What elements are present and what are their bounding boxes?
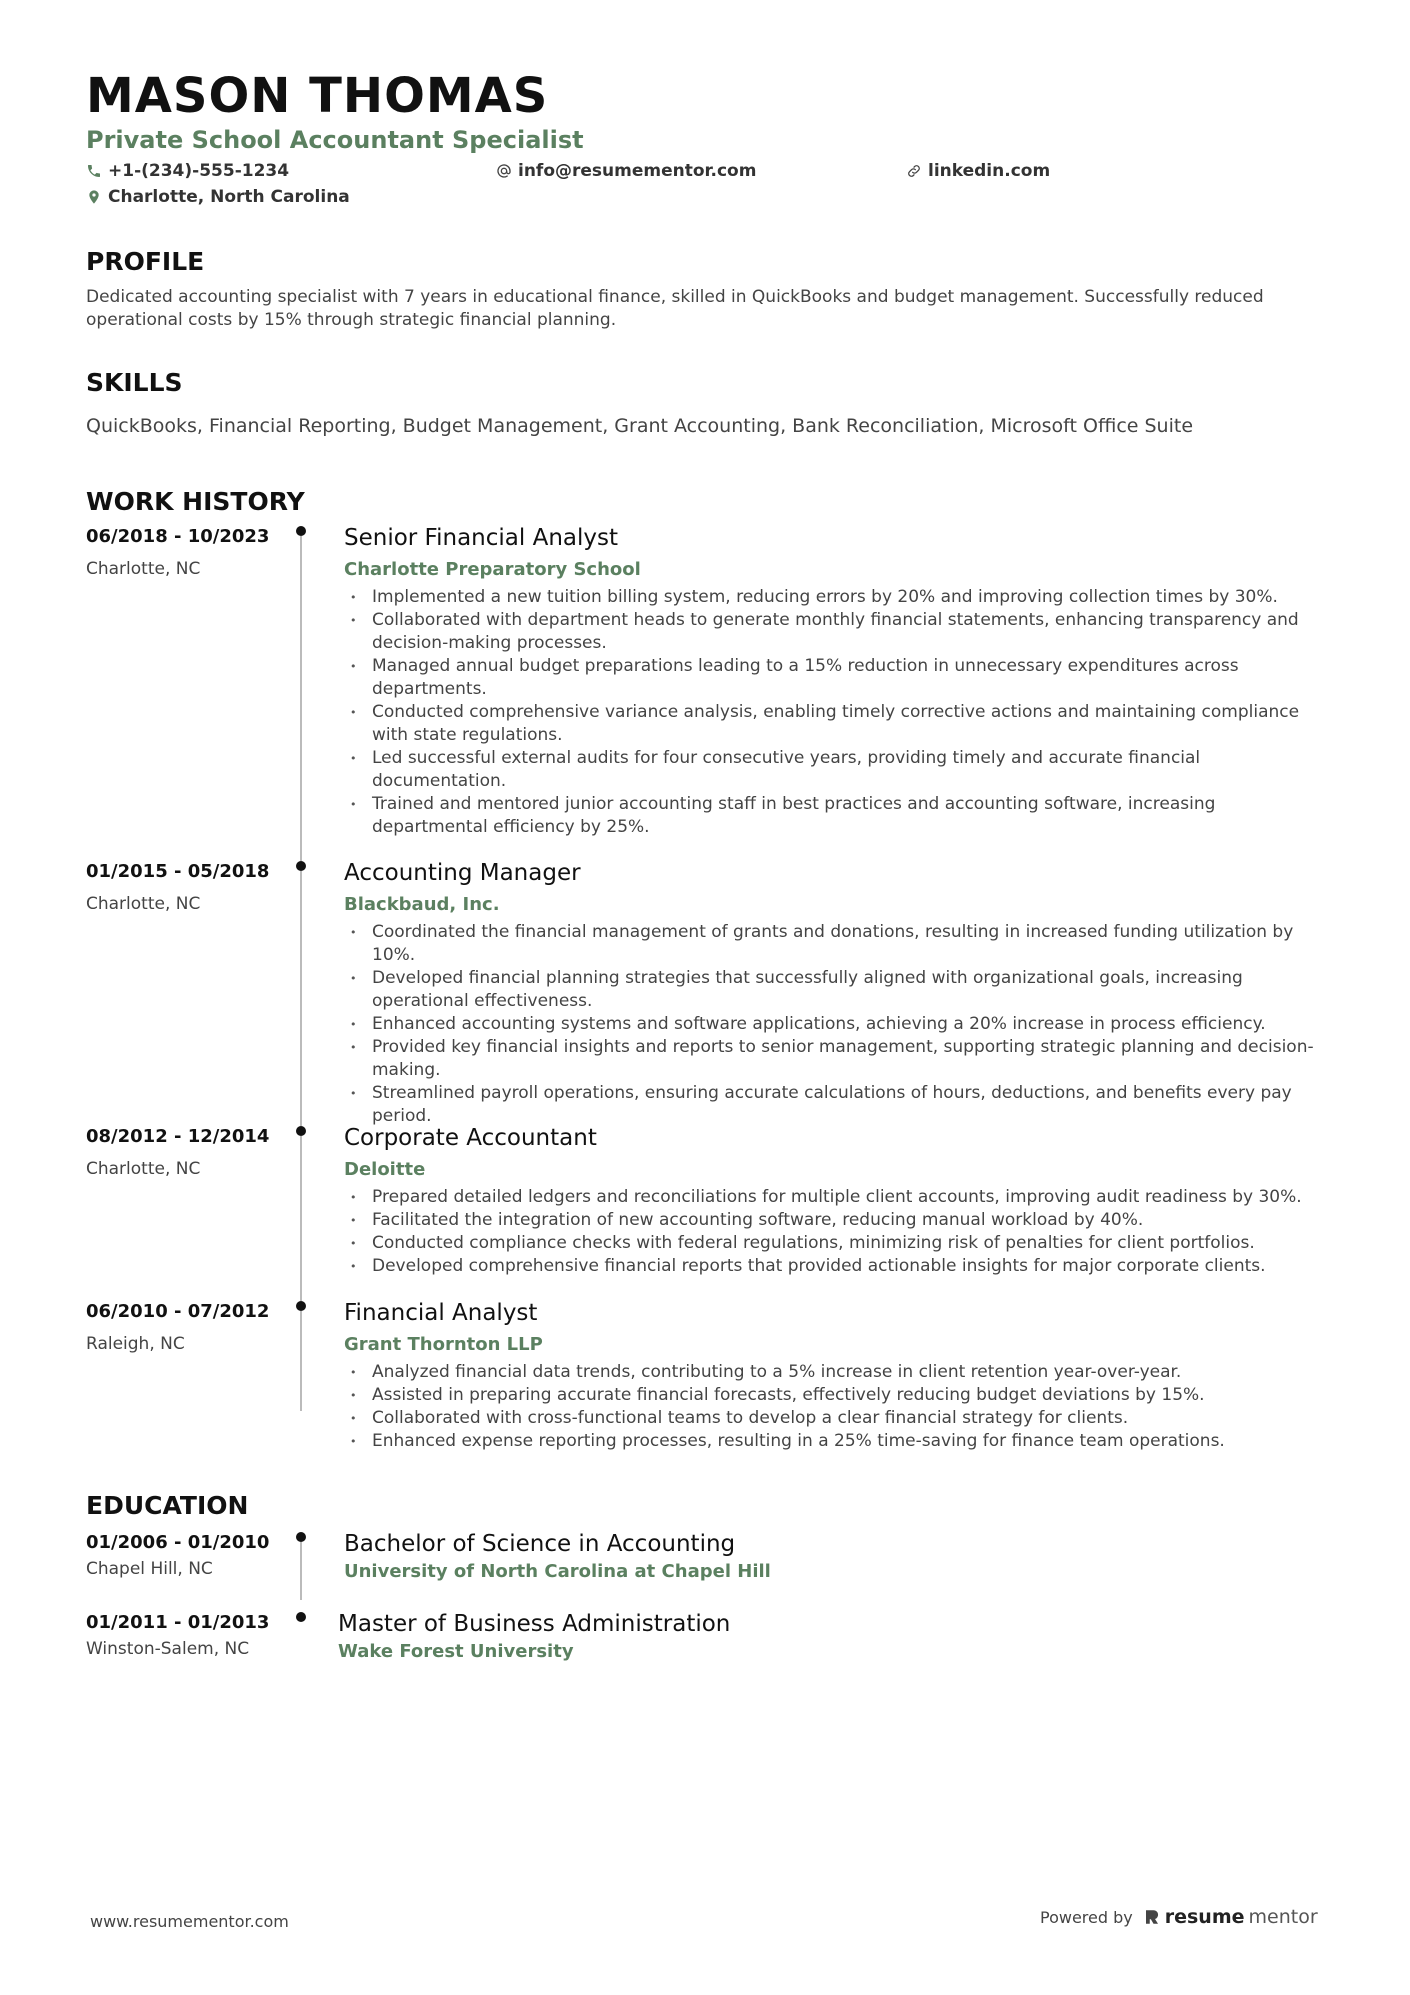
work-entry [86, 1300, 1326, 1452]
achievement-item: • Analyzed financial data trends, contributing to a 5% increase in client retention year-over-year. [344, 1361, 1326, 1384]
timeline-dot [296, 1612, 306, 1622]
work-history-section [86, 487, 1326, 1452]
candidate-name: MASON THOMAS [86, 68, 549, 124]
job-title: Corporate Accountant [344, 1125, 597, 1152]
link-icon [906, 163, 922, 179]
profile-text: Dedicated accounting specialist with 7 years in educational finance, skilled in QuickBooks and budget management. Successfully reduced operational costs by 15% through strategic financial planning. [86, 287, 1264, 331]
profile-heading: PROFILE [86, 247, 205, 277]
education-location: Winston-Salem, NC [86, 1639, 250, 1660]
education-section [86, 1491, 1326, 1682]
timeline-dot [296, 1532, 306, 1542]
resume-page [86, 70, 1326, 1682]
achievement-item: • Conducted compliance checks with federal regulations, minimizing risk of penalties for client portfolios. [344, 1232, 1326, 1255]
achievement-item: • Enhanced expense reporting processes, resulting in a 25% time-saving for finance team operations. [344, 1430, 1326, 1453]
timeline-line [300, 1542, 302, 1600]
location-pin-icon [86, 189, 102, 205]
achievement-list [344, 586, 1326, 839]
achievement-item: • Conducted comprehensive variance analysis, enabling timely corrective actions and maintaining compliance with state regulations. [344, 701, 1326, 747]
achievement-item: • Collaborated with cross-functional teams to develop a clear financial strategy for clients. [344, 1407, 1326, 1430]
timeline-line [300, 1311, 302, 1411]
achievement-item: • Assisted in preparing accurate financial forecasts, effectively reducing budget deviations by 15%. [344, 1384, 1326, 1407]
company-name: Deloitte [344, 1159, 426, 1181]
timeline-dot [296, 526, 306, 536]
skills-section [86, 368, 1326, 437]
achievement-list [344, 1361, 1326, 1453]
achievement-item: • Coordinated the financial management of grants and donations, resulting in increased funding utilization by 10%. [344, 921, 1326, 967]
linkedin-contact[interactable] [906, 161, 1050, 181]
education-dates: 01/2006 - 01/2010 [86, 1532, 270, 1554]
achievement-item: • Facilitated the integration of new accounting software, reducing manual workload by 40%. [344, 1209, 1326, 1232]
achievement-item: • Led successful external audits for four consecutive years, providing timely and accurate financial documentation. [344, 747, 1326, 793]
work-dates: 06/2010 - 07/2012 [86, 1301, 270, 1323]
location-text: Charlotte, North Carolina [108, 187, 350, 208]
timeline-rail [296, 1301, 344, 1411]
education-location: Chapel Hill, NC [86, 1559, 213, 1580]
work-dates: 01/2015 - 05/2018 [86, 861, 270, 883]
work-location: Charlotte, NC [86, 1159, 201, 1180]
location-contact [86, 187, 1326, 207]
work-location: Charlotte, NC [86, 894, 201, 915]
degree-title: Master of Business Administration [338, 1611, 731, 1638]
contact-row [86, 161, 1326, 181]
work-dates: 08/2012 - 12/2014 [86, 1126, 270, 1148]
phone-contact [86, 161, 496, 181]
achievement-item: • Developed comprehensive financial reports that provided actionable insights for major corporate clients. [344, 1255, 1326, 1278]
company-name: Charlotte Preparatory School [344, 559, 641, 581]
powered-by-text: Powered by [1040, 1907, 1133, 1927]
education-dates: 01/2011 - 01/2013 [86, 1612, 270, 1634]
at-icon [496, 163, 512, 179]
timeline-dot [296, 861, 306, 871]
achievement-item: • Enhanced accounting systems and software applications, achieving a 20% increase in process efficiency. [344, 1013, 1326, 1036]
timeline-rail [296, 1532, 344, 1612]
job-subtitle: Private School Accountant Specialist [86, 125, 584, 154]
email-contact[interactable] [496, 161, 906, 181]
education-entry [86, 1532, 1326, 1612]
footer-website[interactable]: www.resumementor.com [90, 1912, 289, 1931]
timeline-rail [296, 1612, 338, 1682]
work-entry [86, 861, 1326, 1126]
timeline-dot [296, 1301, 306, 1311]
achievement-item: • Managed annual budget preparations leading to a 15% reduction in unnecessary expenditures across departments. [344, 655, 1326, 701]
achievement-item: • Trained and mentored junior accounting staff in best practices and accounting software, increasing departmental efficiency by 25%. [344, 793, 1326, 839]
timeline-rail [296, 1126, 344, 1301]
timeline-rail [296, 861, 344, 1126]
achievement-item: • Collaborated with department heads to generate monthly financial statements, enhancing transparency and decision-making processes. [344, 609, 1326, 655]
education-heading: EDUCATION [86, 1491, 249, 1521]
timeline-rail [296, 526, 344, 861]
resumementor-logo[interactable] [1143, 1906, 1318, 1928]
achievement-item: • Streamlined payroll operations, ensuring accurate calculations of hours, deductions, and benefits every pay period. [344, 1082, 1326, 1128]
resumementor-logo-icon [1143, 1908, 1161, 1926]
company-name: Grant Thornton LLP [344, 1334, 543, 1356]
phone-icon [86, 163, 102, 179]
timeline-dot [296, 1126, 306, 1136]
achievement-item: • Provided key financial insights and reports to senior management, supporting strategic planning and decision-making. [344, 1036, 1326, 1082]
job-title: Accounting Manager [344, 860, 581, 887]
timeline-line [300, 871, 302, 1126]
phone-text: +1-(234)-555-1234 [108, 161, 290, 182]
skills-text: QuickBooks, Financial Reporting, Budget Management, Grant Accounting, Bank Reconciliation, Microsoft Office Suite [86, 415, 1194, 438]
achievement-item: • Prepared detailed ledgers and reconciliations for multiple client accounts, improving audit readiness by 30%. [344, 1186, 1326, 1209]
work-location: Charlotte, NC [86, 559, 201, 580]
skills-heading: SKILLS [86, 368, 183, 398]
work-entry [86, 526, 1326, 861]
company-name: Blackbaud, Inc. [344, 894, 500, 916]
brand-mentor-text: mentor [1248, 1906, 1318, 1928]
school-name: University of North Carolina at Chapel Hill [344, 1561, 771, 1583]
achievement-item: • Developed financial planning strategies that successfully aligned with organizational goals, increasing operational effectiveness. [344, 967, 1326, 1013]
achievement-list [344, 1186, 1326, 1278]
work-history-heading: WORK HISTORY [86, 487, 305, 517]
job-title: Financial Analyst [344, 1300, 538, 1327]
brand-resume-text: resume [1164, 1906, 1245, 1928]
job-title: Senior Financial Analyst [344, 525, 618, 552]
work-location: Raleigh, NC [86, 1334, 185, 1355]
school-name: Wake Forest University [338, 1641, 574, 1663]
email-text: info@resumementor.com [518, 161, 757, 182]
footer-branding [1040, 1906, 1318, 1928]
timeline-line [300, 536, 302, 861]
degree-title: Bachelor of Science in Accounting [344, 1531, 736, 1558]
work-dates: 06/2018 - 10/2023 [86, 526, 270, 548]
work-entry [86, 1126, 1326, 1301]
timeline-line [300, 1136, 302, 1301]
achievement-list [344, 921, 1326, 1128]
profile-section [86, 247, 1326, 332]
achievement-item: • Implemented a new tuition billing system, reducing errors by 20% and improving collection times by 30%. [344, 586, 1326, 609]
education-entry [86, 1612, 1326, 1682]
linkedin-text: linkedin.com [928, 161, 1051, 182]
